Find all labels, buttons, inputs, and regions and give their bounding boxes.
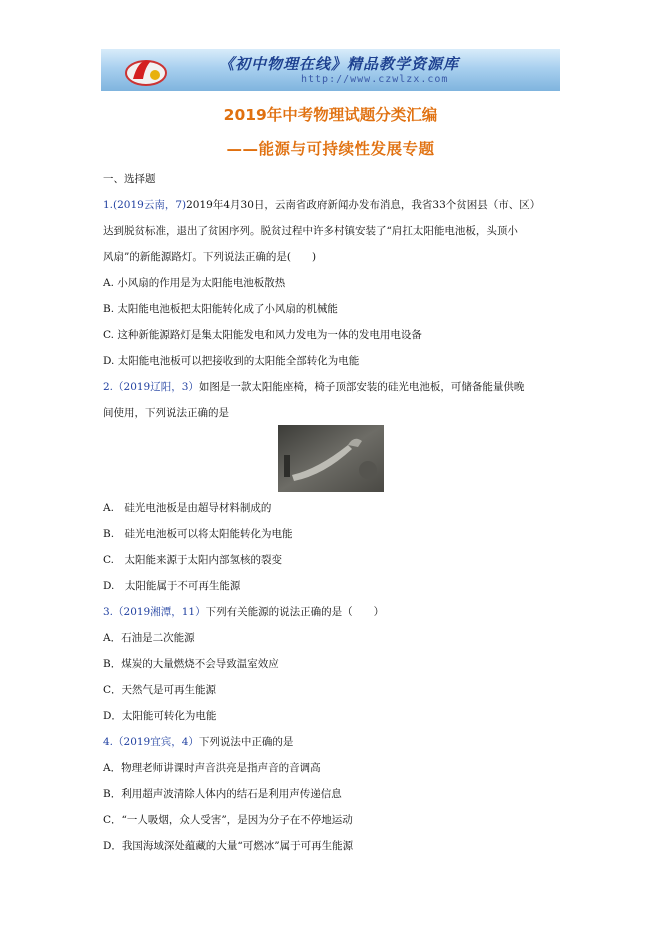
question-source: 3.（2019湘潭，11）	[103, 606, 206, 618]
question-source: 2.（2019辽阳，3）	[103, 381, 199, 393]
question-source: 4.（2019宜宾，4）	[103, 736, 199, 748]
document-subtitle: ——能源与可持续性发展专题	[226, 140, 435, 158]
question-stem: 风扇”的新能源路灯。下列说法正确的是( )	[103, 251, 317, 263]
question-stem: 间使用，下列说法正确的是	[103, 407, 229, 419]
question-1-line-1	[103, 199, 540, 212]
answer-option: A．物理老师讲课时声音洪亮是指声音的音调高	[103, 762, 321, 774]
answer-option: B. 太阳能电池板把太阳能转化成了小风扇的机械能	[103, 303, 338, 315]
answer-option: B．利用超声波清除人体内的结石是利用声传递信息	[103, 788, 342, 800]
question-stem: 下列说法中正确的是	[198, 736, 294, 748]
answer-option: C．“一人吸烟，众人受害”，是因为分子在不停地运动	[103, 814, 353, 826]
answer-option: A. 硅光电池板是由超导材料制成的	[103, 502, 272, 514]
question-stem: 如图是一款太阳能座椅，椅子顶部安装的硅光电池板，可储备能量供晚	[198, 381, 525, 393]
question-stem: 达到脱贫标准，退出了贫困序列。脱贫过程中许多村镇安装了“肩扛太阳能电池板，头顶小	[103, 225, 518, 237]
answer-option: C．天然气是可再生能源	[103, 684, 217, 696]
question-source: 1.(2019云南，7)	[103, 199, 187, 211]
answer-option: C. 太阳能来源于太阳内部氢核的裂变	[103, 554, 282, 566]
answer-option: B. 硅光电池板可以将太阳能转化为电能	[103, 528, 293, 540]
answer-option: A．石油是二次能源	[103, 632, 195, 644]
header-banner	[101, 49, 560, 91]
document-title: 2019年中考物理试题分类汇编	[223, 106, 438, 124]
answer-option: D．太阳能可转化为电能	[103, 710, 217, 722]
banner-title: 《初中物理在线》精品教学资源库	[219, 55, 460, 73]
answer-option: C. 这种新能源路灯是集太阳能发电和风力发电为一体的发电用电设备	[103, 329, 422, 341]
banner-url: http://www.czwlzx.com	[301, 74, 449, 85]
question-3-line-1	[103, 606, 384, 619]
answer-option: D．我国海域深处蕴藏的大量“可燃冰”属于可再生能源	[103, 840, 354, 852]
answer-option: D. 太阳能电池板可以把接收到的太阳能全部转化为电能	[103, 355, 360, 367]
solar-bench-photo	[278, 425, 384, 492]
question-4-line-1	[103, 736, 293, 749]
answer-option: A. 小风扇的作用是为太阳能电池板散热	[103, 277, 286, 289]
answer-option: B．煤炭的大量燃烧不会导致温室效应	[103, 658, 279, 670]
question-2-line-1	[103, 381, 524, 394]
section-heading: 一、选择题	[103, 173, 156, 185]
question-stem: 2019年4月30日，云南省政府新闻办发布消息，我省33个贫困县（市、区）	[186, 199, 541, 211]
answer-option: D. 太阳能属于不可再生能源	[103, 580, 241, 592]
question-stem: 下列有关能源的说法正确的是（ ）	[205, 606, 385, 618]
logo-icon	[123, 53, 169, 87]
